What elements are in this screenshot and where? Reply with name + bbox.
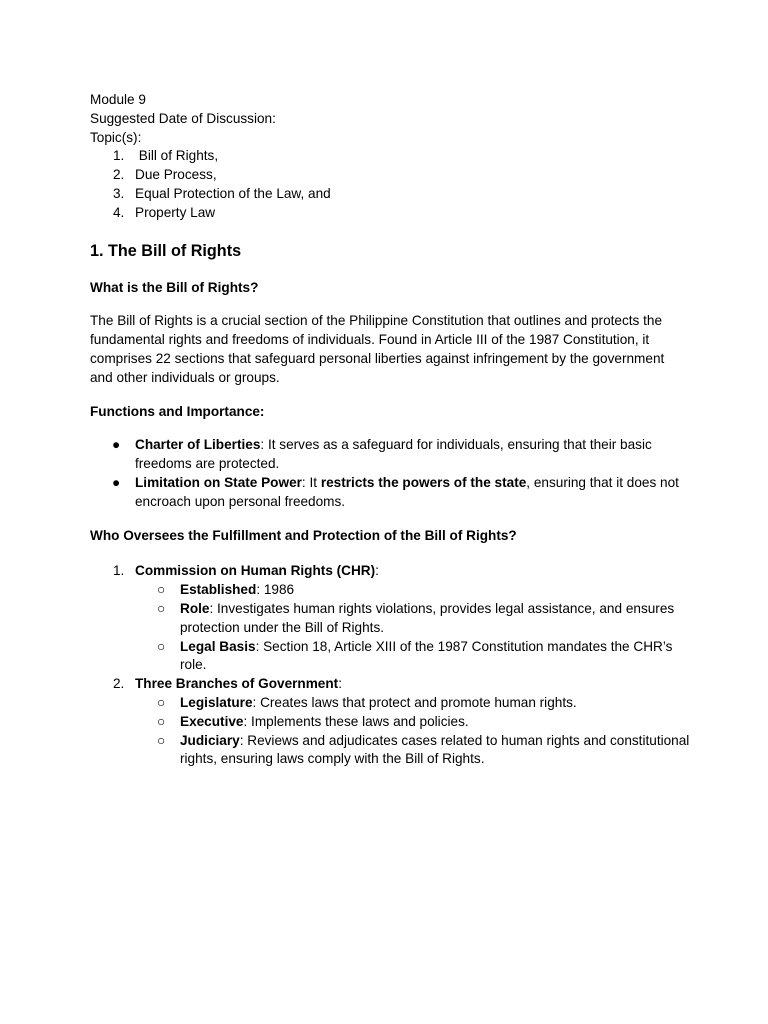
detail-term: Judiciary xyxy=(180,732,240,748)
function-strong: restricts the powers of the state xyxy=(320,474,527,490)
circle-bullet-icon: ○ xyxy=(157,638,166,654)
functions-list xyxy=(90,436,690,511)
detail-term: Executive xyxy=(180,713,244,729)
topic-item xyxy=(90,166,690,185)
detail-item xyxy=(135,713,690,732)
detail-item xyxy=(135,694,690,713)
function-term: Limitation on State Power xyxy=(135,474,302,490)
topics-label: Topic(s): xyxy=(90,129,142,145)
what-body: The Bill of Rights is a crucial section of the Philippine Constitution that outlines and protects the fundamental rights and freedoms of individuals. Found in Article III of the 1987 Constitution, it comprises 22 sections that safeguard personal liberties against infringement by the government and other individuals or groups. xyxy=(90,313,665,385)
topic-item xyxy=(90,185,690,204)
overseer-details xyxy=(135,581,690,675)
oversee-heading: Who Oversees the Fulfillment and Protection of the Bill of Rights? xyxy=(90,527,517,543)
overseer-details xyxy=(135,694,690,769)
topic-label: Property Law xyxy=(135,204,216,220)
circle-bullet-icon: ○ xyxy=(157,732,166,748)
overseer-item xyxy=(90,675,690,769)
overseer-number: 2. xyxy=(113,676,125,692)
detail-term: Legislature xyxy=(180,694,253,710)
overseers-list xyxy=(90,562,690,769)
function-item xyxy=(90,436,690,474)
functions-heading: Functions and Importance: xyxy=(90,403,265,419)
module-label: Module 9 xyxy=(90,92,146,107)
detail-item xyxy=(135,600,690,638)
overseer-suffix: : xyxy=(375,563,379,579)
detail-item xyxy=(135,732,690,770)
topic-label: Due Process, xyxy=(135,167,217,183)
topic-number: 3. xyxy=(113,185,125,201)
overseer-title: Commission on Human Rights (CHR) xyxy=(135,563,376,579)
function-item xyxy=(90,474,690,512)
overseer-item xyxy=(90,562,690,675)
overseer-suffix: : xyxy=(338,676,342,692)
bullet-icon: ● xyxy=(112,437,121,453)
detail-term: Legal Basis xyxy=(180,638,256,654)
function-pre: : It xyxy=(301,474,321,490)
detail-item xyxy=(135,638,690,676)
topic-number: 1. xyxy=(113,148,125,164)
circle-bullet-icon: ○ xyxy=(157,582,166,598)
detail-text: : Section 18, Article XIII of the 1987 Constitution mandates the CHR’s role. xyxy=(180,638,673,673)
circle-bullet-icon: ○ xyxy=(157,600,166,616)
overseer-number: 1. xyxy=(113,563,125,579)
topic-item xyxy=(90,204,690,223)
topic-number: 2. xyxy=(113,167,125,183)
topic-item xyxy=(90,147,690,166)
detail-term: Role xyxy=(180,600,210,616)
document-page xyxy=(90,91,690,769)
detail-text: : 1986 xyxy=(256,582,295,598)
function-text: : It serves as a safeguard for individuals, ensuring that their basic freedoms are protected. xyxy=(135,437,652,472)
topic-number: 4. xyxy=(113,204,125,220)
function-term: Charter of Liberties xyxy=(135,437,261,453)
detail-text: : Reviews and adjudicates cases related to human rights and constitutional rights, ensuring laws comply with the Bill of Rights. xyxy=(180,732,690,767)
circle-bullet-icon: ○ xyxy=(157,694,166,710)
section-title: 1. The Bill of Rights xyxy=(90,241,242,260)
overseer-title: Three Branches of Government xyxy=(135,676,339,692)
circle-bullet-icon: ○ xyxy=(157,713,166,729)
detail-term: Established xyxy=(180,582,257,598)
detail-text: : Implements these laws and policies. xyxy=(243,713,469,729)
topics-list xyxy=(90,147,690,222)
topic-label: Equal Protection of the Law, and xyxy=(135,185,331,201)
function-text: , ensuring that it does not encroach upon personal freedoms. xyxy=(135,474,679,509)
what-heading: What is the Bill of Rights? xyxy=(90,279,259,295)
topic-label: Bill of Rights, xyxy=(135,148,219,164)
detail-text: : Creates laws that protect and promote human rights. xyxy=(252,694,577,710)
detail-item xyxy=(135,581,690,600)
date-label: Suggested Date of Discussion: xyxy=(90,110,276,126)
detail-text: : Investigates human rights violations, provides legal assistance, and ensures protection under the Bill of Rights. xyxy=(180,600,675,635)
bullet-icon: ● xyxy=(112,474,121,490)
